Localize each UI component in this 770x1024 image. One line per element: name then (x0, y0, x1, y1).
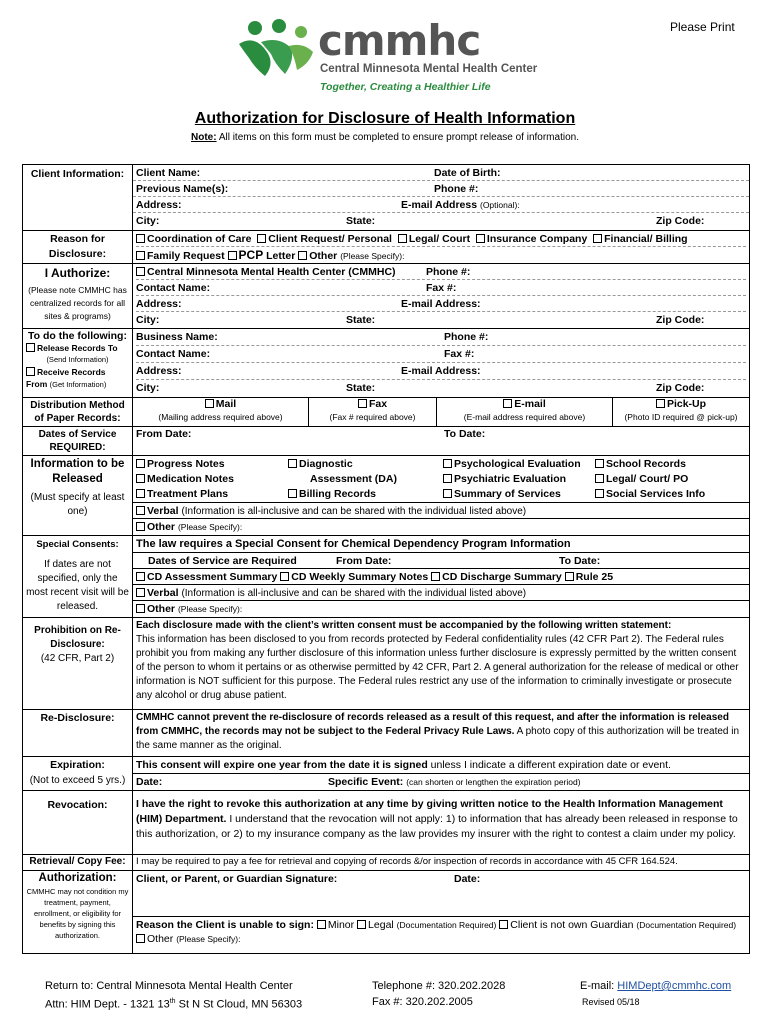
cmmhc-logo-icon (235, 18, 317, 80)
mail-label: Mail (215, 398, 237, 410)
row-authorization (23, 871, 750, 954)
footer-fax: Fax #: 320.202.2005 (372, 996, 473, 1008)
special-verbal-text: (Information is all-inclusive and can be shared with the individual listed above) (181, 588, 527, 599)
cd-discharge-label: CD Discharge Summary (442, 571, 562, 583)
client-info-label: Client Information: (23, 165, 133, 231)
dob-field[interactable]: Date of Birth: (434, 167, 501, 179)
client-request-label: Client Request/ Personal (268, 233, 392, 245)
pickup-sub: (Photo ID required @ pick-up) (624, 412, 738, 422)
business-state-field[interactable]: State: (346, 382, 376, 394)
business-city-field[interactable]: City: (136, 382, 160, 394)
fee-text: I may be required to pay a fee for retrieval and copying of records &/or inspection of records in accordance with 45 CFR 164.524. (133, 855, 750, 871)
reason-options-row1 (136, 231, 746, 247)
special-other-specify: (Please Specify): (177, 604, 243, 614)
footer-email-link[interactable]: HIMDept@cmmhc.com (617, 980, 732, 992)
authorize-contact-field[interactable]: Contact Name: (136, 282, 211, 294)
dist-fax (309, 398, 437, 426)
business-email-field[interactable]: E-mail Address: (401, 365, 481, 377)
expiration-label: Expiration: (50, 759, 105, 771)
special-note: If dates are not specified, only the most recent visit will be released. (26, 559, 129, 612)
client-name-field[interactable]: Client Name: (136, 167, 201, 179)
cmmhc-org-label: Central Minnesota Mental Health Center (CMMHC) (147, 266, 396, 278)
from-label: From (26, 379, 48, 389)
note-label: Note: (191, 132, 217, 143)
treatment-plans-checkbox[interactable] (136, 489, 145, 498)
special-other-label: Other (147, 603, 176, 615)
reason-other-specify: (Please Specify): (340, 251, 405, 261)
authorize-zip-field[interactable]: Zip Code: (656, 314, 705, 326)
social-services-label: Social Services Info (606, 488, 706, 500)
letter-label: Letter (266, 250, 296, 262)
revocation-bold: I have the right to revoke this authorization at any time by giving written notice to the Health Information Management (HIM) Department. (136, 798, 723, 825)
dates-from-field[interactable]: From Date: (136, 428, 192, 440)
progress-notes-checkbox[interactable] (136, 459, 145, 468)
fax-sub: (Fax # required above) (329, 412, 416, 422)
row-revocation (23, 791, 750, 855)
family-request-checkbox[interactable] (136, 251, 145, 260)
authorize-phone-field[interactable]: Phone #: (426, 266, 471, 278)
note (0, 132, 770, 143)
special-verbal-label: Verbal (147, 587, 179, 599)
reason-other-label: Other (309, 250, 338, 262)
guardian-label: Client is not own Guardian (510, 919, 634, 931)
revocation-rest: I understand that the revocation will not apply: 1) to information that has already been released in response to this authorization, or 2) to my insurance company as the law provides my insurer with the right to contest a claim under my policy. (136, 813, 738, 840)
business-phone-field[interactable]: Phone #: (444, 331, 489, 343)
authorize-address-field[interactable]: Address: (136, 298, 182, 310)
cd-discharge-checkbox[interactable] (431, 572, 440, 581)
coordination-checkbox[interactable] (136, 234, 145, 243)
footer-attn-1: Attn: HIM Dept. - 1321 13 (45, 998, 170, 1011)
rule25-label: Rule 25 (575, 571, 614, 583)
authorize-state-field[interactable]: State: (346, 314, 376, 326)
client-state-field[interactable]: State: (346, 215, 376, 227)
psych-eval-label: Psychological Evaluation (454, 458, 581, 470)
info-other-specify: (Please Specify): (177, 522, 243, 532)
prohibition-body: This information has been disclosed to you from records protected by Federal confidentiality rules (42 CFR Part 2). The Federal rules prohibit you from making any further disclosure of this information unless further disclosure is expressly permitted by the written consent of the person to whom it pertains or as otherwise permitted by 42 CFR, Part 2. A general authorization for the release of medical or other information is NOT sufficient for this purpose. The Federal rules restrict any use of the information to criminally investigate or prosecute any alcohol or drug abuse patient. (136, 634, 739, 701)
expiration-bold: This consent will expire one year from the date it is signed (136, 759, 428, 771)
special-label: Special Consents: (36, 539, 119, 550)
dist-pickup (613, 398, 749, 426)
expiration-sub: (Not to exceed 5 yrs.) (29, 775, 126, 786)
expiration-event-sub: (can shorten or lengthen the expiration period) (406, 777, 581, 787)
footer-contact-block (372, 978, 505, 1010)
expiration-event-field[interactable] (328, 774, 746, 790)
expiration-date-field[interactable]: Date: (136, 776, 163, 788)
pcp-letter-checkbox[interactable] (228, 251, 237, 260)
from-sub: (Get Information) (49, 380, 107, 389)
billing-records-checkbox[interactable] (288, 489, 297, 498)
coordination-label: Coordination of Care (147, 233, 252, 245)
prohibition-label: Prohibition on Re-Disclosure: (34, 625, 121, 650)
dates-label: Dates of Service REQUIRED: (23, 427, 133, 456)
client-request-checkbox[interactable] (257, 234, 266, 243)
legal-court-label: Legal/ Court (408, 233, 471, 245)
please-print: Please Print (670, 20, 735, 34)
medication-notes-label: Medication Notes (147, 473, 234, 485)
authorize-fax-field[interactable]: Fax #: (426, 282, 457, 294)
fee-label: Retrieval/ Copy Fee: (23, 855, 133, 871)
special-from-field[interactable]: From Date: (336, 555, 392, 567)
business-address-field[interactable]: Address: (136, 365, 182, 377)
row-authorize (23, 264, 750, 329)
insurance-label: Insurance Company (486, 233, 588, 245)
footer-revised: Revised 05/18 (582, 997, 640, 1007)
previous-names-field[interactable]: Previous Name(s): (136, 183, 229, 195)
info-must: (Must specify at least one) (30, 492, 125, 517)
special-to-field[interactable]: To Date: (559, 555, 601, 567)
footer-tel: Telephone #: 320.202.2028 (372, 980, 506, 992)
financial-checkbox[interactable] (593, 234, 602, 243)
note-text: All items on this form must be completed to ensure prompt release of information. (218, 132, 579, 143)
cmmhc-checkbox[interactable] (136, 267, 145, 276)
cd-weekly-checkbox[interactable] (280, 572, 289, 581)
receive-records-label: Receive Records (37, 367, 106, 377)
special-verbal-checkbox[interactable] (136, 588, 145, 597)
reason-other-checkbox[interactable] (298, 251, 307, 260)
client-phone-field[interactable]: Phone #: (434, 183, 479, 195)
info-verbal-checkbox[interactable] (136, 506, 145, 515)
dates-to-field[interactable]: To Date: (444, 428, 486, 440)
prohibition-cfr: (42 CFR, Part 2) (40, 653, 115, 664)
row-dates (23, 427, 750, 456)
rule25-checkbox[interactable] (565, 572, 574, 581)
business-contact-field[interactable]: Contact Name: (136, 348, 211, 360)
redisclosure-bold: CMMHC cannot prevent the re-disclosure of records released as a result of this request, and after the information is released from CMMHC, the records may not be subject to the Federal Privacy Rule Laws. (136, 712, 729, 737)
signature-date-field[interactable]: Date: (454, 873, 481, 885)
reason-label: Reason for Disclosure: (23, 231, 133, 264)
guardian-checkbox[interactable] (499, 920, 508, 929)
page-title: Authorization for Disclosure of Health Information (194, 110, 576, 127)
dist-mail (133, 398, 309, 426)
footer-email-block (580, 978, 731, 1010)
prohibition-head: Each disclosure made with the client’s written consent must be accompanied by the following written statement: (136, 620, 672, 631)
logo-fullname: Central Minnesota Mental Health Center (320, 63, 538, 75)
legal-sub: (Documentation Required) (396, 920, 497, 930)
authorize-email-field[interactable]: E-mail Address: (401, 298, 481, 310)
dist-email (437, 398, 613, 426)
pickup-checkbox[interactable] (656, 399, 665, 408)
fax-checkbox[interactable] (358, 399, 367, 408)
row-reason (23, 231, 750, 264)
email-checkbox[interactable] (503, 399, 512, 408)
psychiatric-eval-checkbox[interactable] (443, 474, 452, 483)
cd-weekly-label: CD Weekly Summary Notes (291, 571, 429, 583)
medication-notes-checkbox[interactable] (136, 474, 145, 483)
authorize-label: I Authorize: (44, 266, 111, 280)
special-dates-required: Dates of Service are Required (148, 555, 297, 567)
redisclosure-label: Re-Disclosure: (23, 710, 133, 757)
business-name-field[interactable]: Business Name: (136, 331, 218, 343)
authorize-city-field[interactable]: City: (136, 314, 160, 326)
email-label: E-mail (514, 398, 546, 410)
row-redisclosure (23, 710, 750, 757)
release-records-sub: (Send Information) (46, 355, 109, 364)
authorize-note: (Please note CMMHC has centralized records for all sites & programs) (28, 285, 127, 321)
pickup-label: Pick-Up (666, 398, 707, 410)
unable-sign-label: Reason the Client is unable to sign: (136, 919, 314, 931)
auth-other-label: Other (147, 933, 174, 945)
client-email-field[interactable] (401, 197, 746, 212)
cd-assessment-label: CD Assessment Summary (147, 571, 278, 583)
redisclosure-rest: A photo copy of this authorization will be treated in the same manner as the original. (136, 726, 740, 751)
row-fee (23, 855, 750, 871)
diagnostic-label-2: Assessment (DA) (310, 473, 397, 485)
client-zip-field[interactable]: Zip Code: (656, 215, 705, 227)
row-prohibition (23, 618, 750, 710)
summary-services-label: Summary of Services (454, 488, 561, 500)
authorization-note: CMMHC may not condition my treatment, payment, enrollment, or eligibility for benefits by signing this authorization. (26, 887, 129, 940)
todo-label: To do the following: (28, 330, 127, 342)
school-records-label: School Records (606, 458, 686, 470)
legal-label: Legal (368, 919, 394, 931)
reason-options-row2 (136, 247, 746, 263)
legal-po-checkbox[interactable] (595, 474, 604, 483)
logo-tagline: Together, Creating a Healthier Life (320, 81, 491, 93)
fax-label: Fax (368, 398, 388, 410)
receive-records-checkbox[interactable] (26, 367, 35, 376)
cd-assessment-checkbox[interactable] (136, 572, 145, 581)
footer-email-label: E-mail: (580, 980, 615, 992)
info-verbal-text: (Information is all-inclusive and can be shared with the individual listed above) (181, 506, 527, 517)
signature-field[interactable]: Client, or Parent, or Guardian Signature: (136, 873, 338, 885)
footer-attn-sup: th (169, 998, 176, 1005)
distribution-label: Distribution Method of Paper Records: (23, 398, 133, 427)
client-email-optional: (Optional): (479, 200, 520, 210)
billing-records-label: Billing Records (299, 488, 377, 500)
row-info (23, 456, 750, 536)
row-todo (23, 329, 750, 398)
business-fax-field[interactable]: Fax #: (444, 348, 475, 360)
school-records-checkbox[interactable] (595, 459, 604, 468)
insurance-checkbox[interactable] (476, 234, 485, 243)
pcp-label: PCP (238, 248, 264, 262)
row-client-info (23, 165, 750, 231)
revocation-label: Revocation: (23, 791, 133, 855)
expiration-event-label: Specific Event: (328, 776, 404, 788)
psych-eval-checkbox[interactable] (443, 459, 452, 468)
info-other-checkbox[interactable] (136, 522, 145, 531)
expiration-rest: unless I indicate a different expiration date or event. (430, 759, 671, 771)
client-email-label: E-mail Address (401, 199, 478, 211)
row-special (23, 536, 750, 618)
treatment-plans-label: Treatment Plans (147, 488, 229, 500)
special-law: The law requires a Special Consent for Chemical Dependency Program Information (133, 536, 749, 553)
psychiatric-eval-label: Psychiatric Evaluation (454, 473, 567, 485)
auth-other-checkbox[interactable] (136, 934, 145, 943)
legal-checkbox[interactable] (357, 920, 366, 929)
legal-po-label: Legal/ Court/ PO (606, 473, 689, 485)
row-distribution (23, 398, 750, 427)
authorization-label: Authorization: (38, 872, 117, 884)
guardian-sub: (Documentation Required) (636, 920, 737, 930)
diagnostic-label: Diagnostic (299, 458, 353, 470)
progress-notes-label: Progress Notes (147, 458, 225, 470)
info-label: Information to be Released (30, 458, 125, 485)
special-other-checkbox[interactable] (136, 604, 145, 613)
client-address-field[interactable]: Address: (136, 199, 182, 211)
diagnostic-checkbox[interactable] (288, 459, 297, 468)
summary-services-checkbox[interactable] (443, 489, 452, 498)
footer-attn (45, 994, 302, 1013)
minor-label: Minor (327, 919, 355, 931)
business-zip-field[interactable]: Zip Code: (656, 382, 705, 394)
mail-sub: (Mailing address required above) (158, 412, 283, 422)
financial-label: Financial/ Billing (604, 233, 688, 245)
footer-return-block (45, 978, 302, 1013)
row-expiration (23, 757, 750, 791)
logo-wordmark: cmmhc (318, 16, 481, 65)
family-request-label: Family Request (147, 250, 225, 262)
client-city-field[interactable]: City: (136, 215, 160, 227)
auth-other-specify: (Please Specify): (176, 934, 241, 944)
cmmhc-org (136, 264, 426, 279)
footer-attn-2: St N St Cloud, MN 56303 (175, 998, 303, 1011)
info-other-label: Other (147, 521, 176, 533)
info-verbal-label: Verbal (147, 505, 179, 517)
email-sub: (E-mail address required above) (463, 412, 586, 422)
footer-return: Return to: Central Minnesota Mental Health Center (45, 980, 293, 992)
authorization-form (22, 164, 750, 954)
social-services-checkbox[interactable] (595, 489, 604, 498)
mail-checkbox[interactable] (205, 399, 214, 408)
release-records-label: Release Records To (37, 343, 118, 353)
release-records-checkbox[interactable] (26, 343, 35, 352)
legal-court-checkbox[interactable] (398, 234, 407, 243)
minor-checkbox[interactable] (317, 920, 326, 929)
